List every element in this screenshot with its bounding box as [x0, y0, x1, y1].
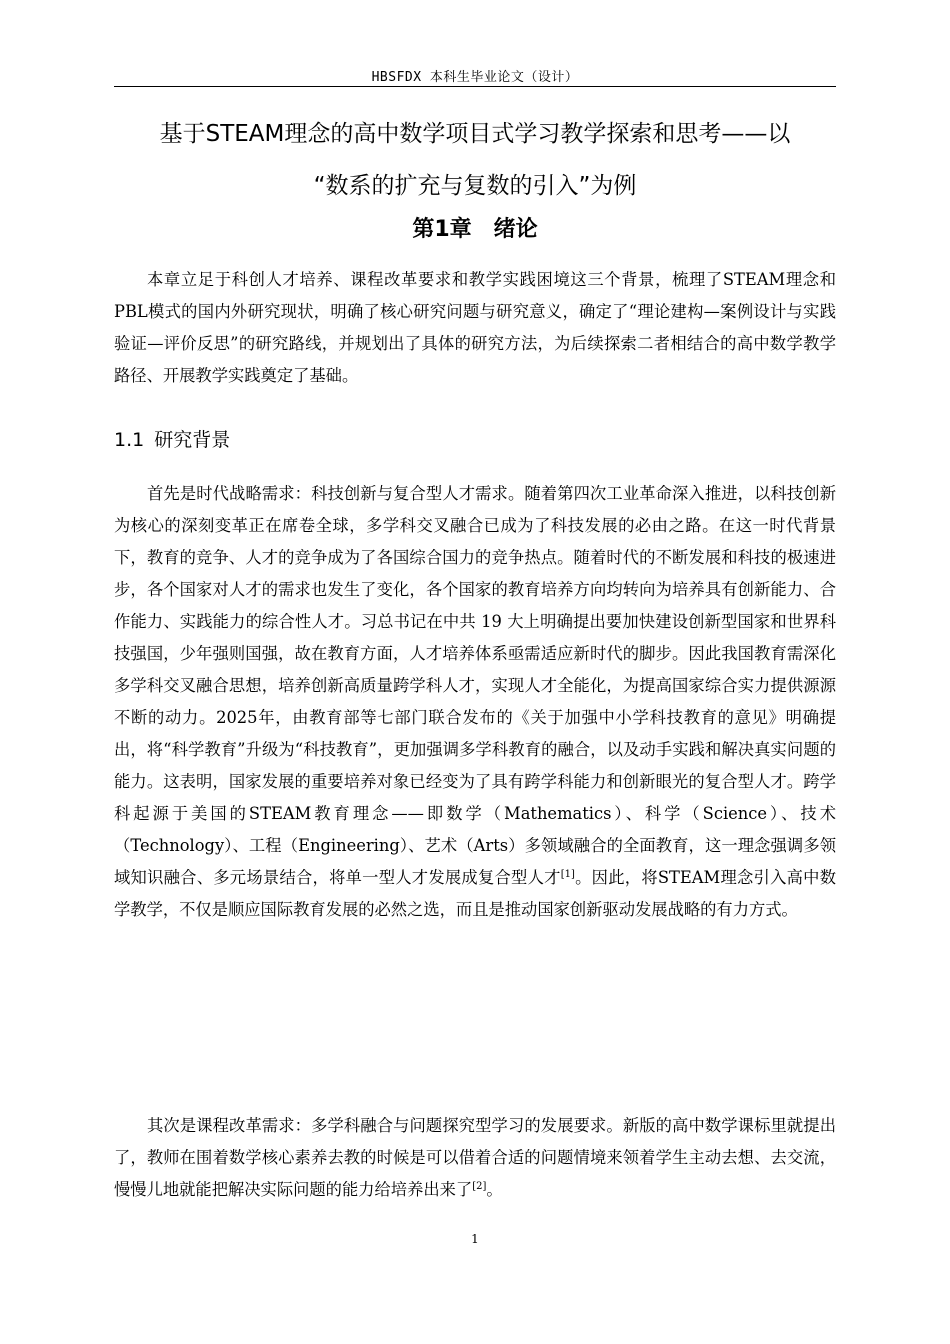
- body-paragraph-2: [114, 1110, 836, 1206]
- citation-1[interactable]: [1]: [560, 869, 575, 880]
- section-title: 研究背景: [154, 429, 231, 451]
- paper-title-line2: “数系的扩充与复数的引入”为例: [313, 173, 637, 199]
- intro-paragraph: 本章立足于科创人才培养、课程改革要求和教学实践困境这三个背景，梳理了STEAM理念和PBL模式的国内外研究现状，明确了核心研究问题与研究意义，确定了“理论建构—案例设计与实践验证—评价反思”的研究路线，并规划出了具体的研究方法，为后续探索二者相结合的高中数学教学路径、开展教学实践奠定了基础。: [114, 270, 836, 385]
- paragraph-1-text-end: 。因此，将STEAM理念引入高中数学教学，不仅是顺应国际教育发展的必然之选，而且是推动国家创新驱动发展战略的有力方式。: [114, 868, 836, 919]
- page-number: 1: [471, 1232, 479, 1246]
- paper-title: [114, 108, 836, 212]
- section-number: 1.1: [114, 429, 145, 451]
- body-paragraph-1: [114, 478, 836, 926]
- paragraph-1-text: 首先是时代战略需求：科技创新与复合型人才需求。随着第四次工业革命深入推进，以科技创新为核心的深刻变革正在席卷全球，多学科交叉融合已成为了科技发展的必由之路。在这一时代背景下，教育的竞争、人才的竞争成为了各国综合国力的竞争热点。随着时代的不断发展和科技的极速进步，各个国家对人才的需求也发生了变化，各个国家的教育培养方向均转向为培养具有创新能力、合作能力、实践能力的综合性人才。习总书记在中共 19 大上明确提出要加快建设创新型国家和世界科技强国，少年强则国强，故在教育方面，人才培养体系亟需适应新时代的脚步。因此我国教育需深化多学科交叉融合思想，培养创新高质量跨学科人才，实现人才全能化，为提高国家综合实力提供源源不断的动力。2025年，由教育部等七部门联合发布的《关于加强中小学科技教育的意见》明确提出，将“科学教育”升级为“科技教育”，更加强调多学科教育的融合，以及动手实践和解决真实问题的能力。这表明，国家发展的重要培养对象已经变为了具有跨学科能力和创新眼光的复合型人才。跨学科起源于美国的STEAM教育理念——即数学（Mathematics）、科学（Science）、技术（Technology）、工程（Engineering）、艺术（Arts）多领域融合的全面教育，这一理念强调多领域知识融合、多元场景结合，将单一型人才发展成复合型人才: [114, 484, 836, 887]
- header-rule: [114, 86, 836, 87]
- paragraph-2-text-end: 。: [486, 1180, 503, 1199]
- citation-2[interactable]: [2]: [472, 1181, 487, 1192]
- paper-title-line1: 基于STEAM理念的高中数学项目式学习教学探索和思考——以: [159, 121, 791, 147]
- chapter-heading: 第1章 绪论: [412, 217, 538, 242]
- section-heading: [114, 422, 836, 458]
- running-header: HBSFDX 本科生毕业论文（设计）: [371, 70, 579, 85]
- paragraph-2-text: 其次是课程改革需求：多学科融合与问题探究型学习的发展要求。新版的高中数学课标里就提出了，教师在围着数学核心素养去教的时候是可以借着合适的问题情境来领着学生主动去想、去交流，慢慢儿地就能把解决实际问题的能力给培养出来了: [114, 1116, 836, 1199]
